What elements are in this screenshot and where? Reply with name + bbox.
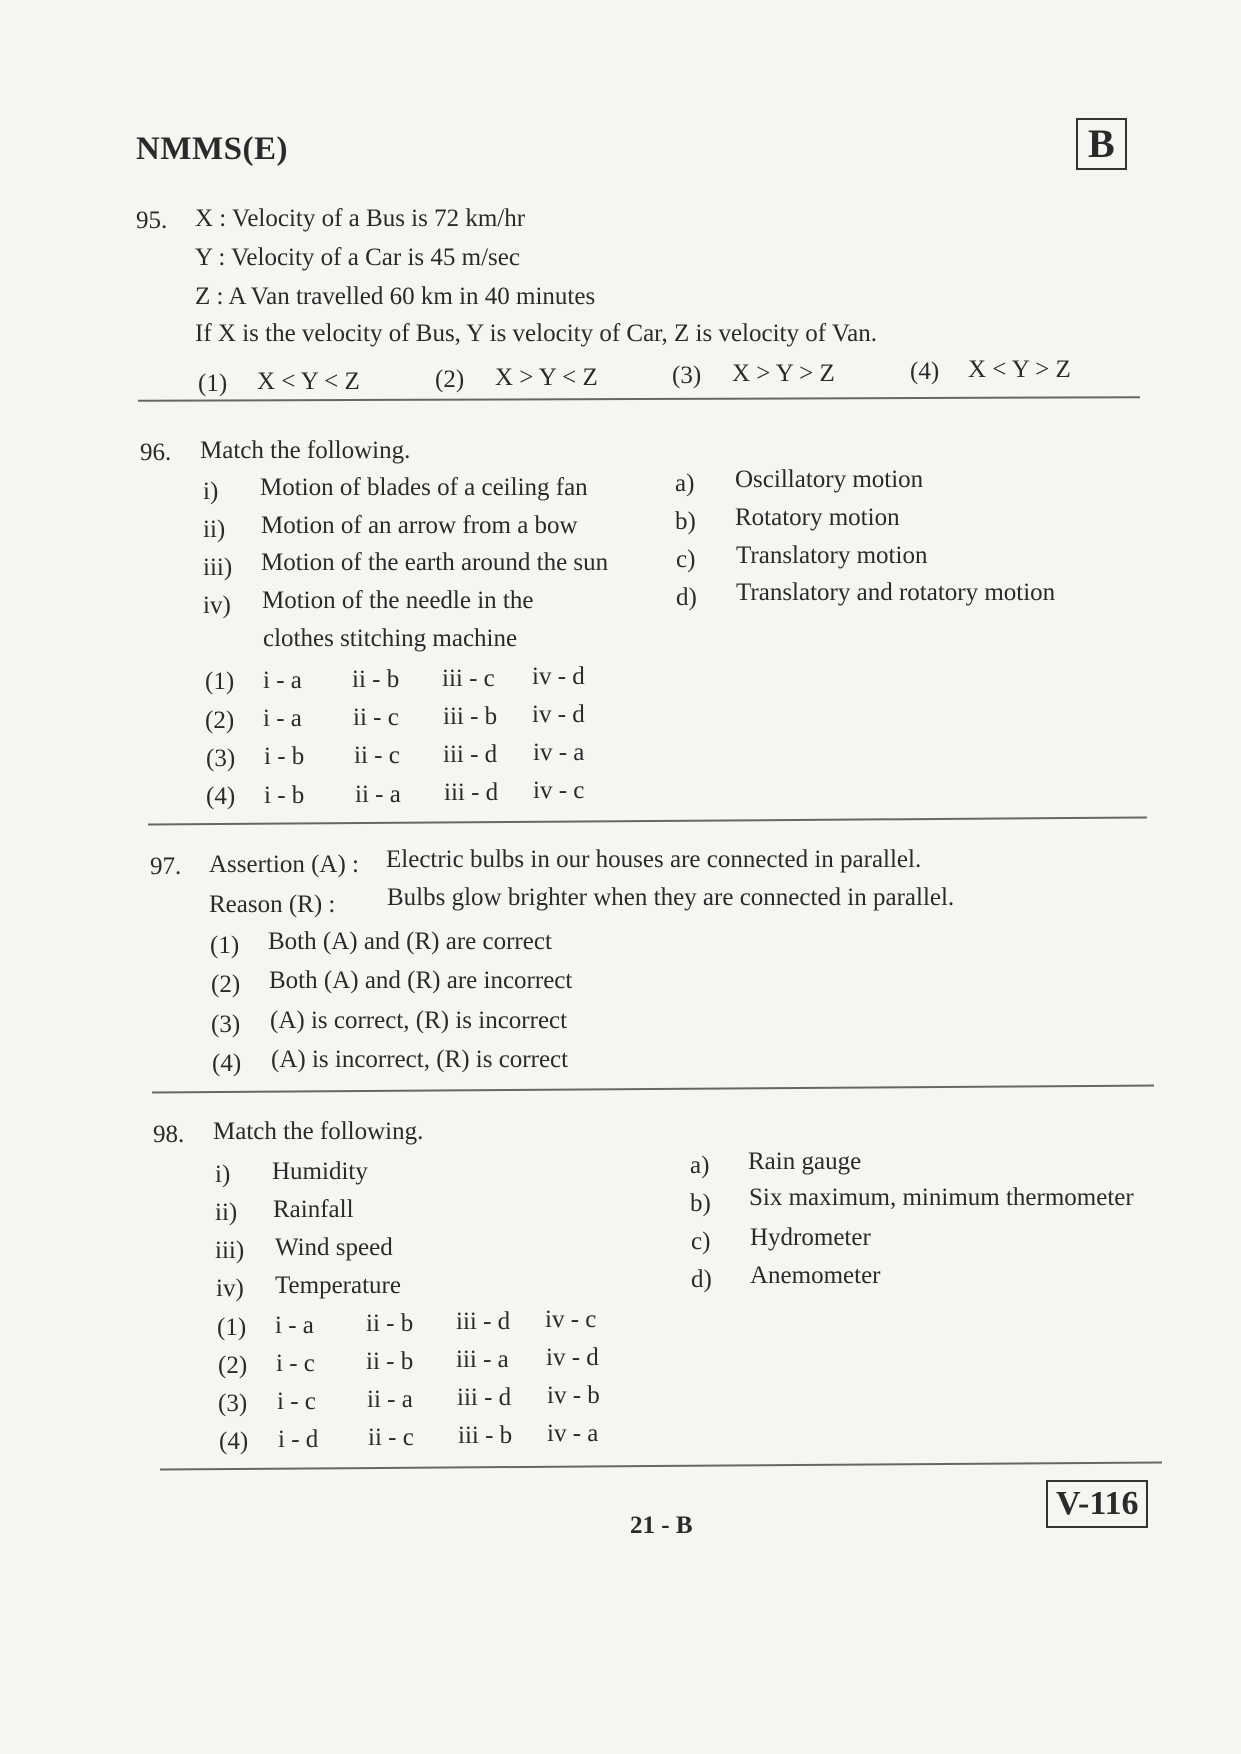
match-left-text: Motion of the earth around the sun <box>261 549 609 576</box>
q95-line: X : Velocity of a Bus is 72 km/hr <box>195 205 526 232</box>
question-number: 96. <box>140 439 172 466</box>
option-text: X > Y > Z <box>732 360 835 387</box>
option-col: ii - b <box>352 666 400 693</box>
match-right-num: d) <box>691 1266 712 1293</box>
question-number: 95. <box>136 207 168 234</box>
option-col: iv - a <box>533 739 585 766</box>
option-col: iii - d <box>456 1308 511 1335</box>
option-col: iv - b <box>547 1382 600 1409</box>
match-right-num: b) <box>690 1190 711 1217</box>
option-col: i - a <box>263 705 302 732</box>
match-right-num: c) <box>676 546 696 573</box>
set-code-box: B <box>1076 118 1127 170</box>
option-number: (2) <box>218 1352 248 1379</box>
option-col: ii - a <box>367 1386 413 1413</box>
question-stem: Match the following. <box>213 1118 424 1145</box>
match-left-num: iv) <box>216 1275 244 1302</box>
option-number: (4) <box>206 783 236 810</box>
reason-text: Bulbs glow brighter when they are connected in parallel. <box>387 884 955 911</box>
assertion-label: Assertion (A) : <box>209 851 359 878</box>
option-col: ii - b <box>366 1310 414 1337</box>
divider <box>148 817 1147 825</box>
option-text: Both (A) and (R) are correct <box>268 928 552 955</box>
option-col: ii - c <box>353 704 399 731</box>
option-col: i - a <box>275 1312 314 1339</box>
paper-title: NMMS(E) <box>136 131 288 167</box>
option-col: i - c <box>277 1388 316 1415</box>
match-right-num: b) <box>675 508 696 535</box>
match-left-text: Motion of an arrow from a bow <box>261 512 578 539</box>
option-number: (2) <box>211 971 241 998</box>
divider <box>138 396 1140 401</box>
paper-code-box: V-116 <box>1046 1480 1148 1528</box>
match-left-num: iii) <box>215 1237 245 1264</box>
option-number: (1) <box>210 932 240 959</box>
match-left-text: Rainfall <box>273 1196 354 1223</box>
option-col: iv - d <box>532 701 585 728</box>
option-number: (3) <box>218 1390 248 1417</box>
match-left-text: Humidity <box>272 1158 368 1185</box>
option-number: (2) <box>435 366 465 393</box>
option-col: i - c <box>276 1350 315 1377</box>
option-col: iii - b <box>458 1422 513 1449</box>
option-number: (2) <box>205 707 235 734</box>
match-right-text: Translatory motion <box>736 542 928 569</box>
match-left-text: Motion of blades of a ceiling fan <box>260 474 588 501</box>
page-number: 21 - B <box>630 1512 693 1539</box>
option-number: (4) <box>219 1428 249 1455</box>
match-right-text: Six maximum, minimum thermometer <box>749 1184 1134 1211</box>
option-col: ii - b <box>366 1348 414 1375</box>
match-left-num: i) <box>203 478 219 505</box>
option-col: i - d <box>278 1426 319 1453</box>
option-text: (A) is incorrect, (R) is correct <box>271 1046 569 1073</box>
option-col: ii - a <box>355 781 401 808</box>
question-number: 98. <box>153 1121 185 1148</box>
option-col: iv - c <box>545 1306 597 1333</box>
divider <box>160 1462 1162 1470</box>
option-col: i - b <box>264 743 305 770</box>
match-left-num: ii) <box>215 1199 238 1226</box>
option-col: i - b <box>264 782 305 809</box>
match-right-num: d) <box>676 584 697 611</box>
match-right-num: a) <box>690 1152 710 1179</box>
match-right-text: Hydrometer <box>750 1224 871 1251</box>
option-col: iv - d <box>532 663 585 690</box>
q95-line: Y : Velocity of a Car is 45 m/sec <box>195 244 520 271</box>
option-text: X < Y > Z <box>968 356 1071 383</box>
option-text: X < Y < Z <box>257 368 360 395</box>
question-number: 97. <box>150 853 182 880</box>
option-col: iii - d <box>457 1384 512 1411</box>
option-number: (1) <box>198 370 228 397</box>
match-left-text: Wind speed <box>275 1234 393 1261</box>
option-col: iii - d <box>444 779 499 806</box>
option-number: (1) <box>217 1314 247 1341</box>
match-right-num: c) <box>691 1228 711 1255</box>
option-col: ii - c <box>368 1424 414 1451</box>
option-number: (4) <box>212 1050 242 1077</box>
match-left-num: ii) <box>203 516 226 543</box>
match-left-text: Motion of the needle in the <box>262 587 534 614</box>
option-number: (4) <box>910 358 940 385</box>
match-right-num: a) <box>675 470 695 497</box>
match-right-text: Rotatory motion <box>735 504 900 531</box>
q95-line: If X is the velocity of Bus, Y is velocity of Car, Z is velocity of Van. <box>195 320 877 347</box>
q95-line: Z : A Van travelled 60 km in 40 minutes <box>195 283 596 310</box>
match-left-num: i) <box>215 1161 231 1188</box>
option-col: iii - b <box>443 703 498 730</box>
assertion-text: Electric bulbs in our houses are connected in parallel. <box>386 846 922 873</box>
option-col: iii - d <box>443 741 498 768</box>
match-left-text: clothes stitching machine <box>263 625 518 652</box>
option-col: iv - a <box>547 1420 599 1447</box>
option-number: (3) <box>672 362 702 389</box>
option-col: iii - a <box>456 1346 509 1373</box>
option-text: Both (A) and (R) are incorrect <box>269 967 573 994</box>
divider <box>152 1085 1154 1093</box>
match-right-text: Rain gauge <box>748 1148 862 1175</box>
option-text: X > Y < Z <box>495 364 598 391</box>
question-stem: Match the following. <box>200 437 411 464</box>
option-text: (A) is correct, (R) is incorrect <box>270 1007 568 1034</box>
match-left-num: iv) <box>203 592 231 619</box>
option-col: i - a <box>263 667 302 694</box>
option-number: (3) <box>211 1011 241 1038</box>
match-left-num: iii) <box>203 554 233 581</box>
match-right-text: Translatory and rotatory motion <box>736 579 1056 606</box>
reason-label: Reason (R) : <box>209 891 336 918</box>
option-number: (3) <box>206 745 236 772</box>
match-right-text: Oscillatory motion <box>735 466 924 493</box>
option-col: ii - c <box>354 742 400 769</box>
option-col: iii - c <box>442 665 495 692</box>
option-number: (1) <box>205 668 235 695</box>
match-right-text: Anemometer <box>750 1262 881 1289</box>
option-col: iv - c <box>533 777 585 804</box>
match-left-text: Temperature <box>275 1272 401 1299</box>
option-col: iv - d <box>546 1344 599 1371</box>
